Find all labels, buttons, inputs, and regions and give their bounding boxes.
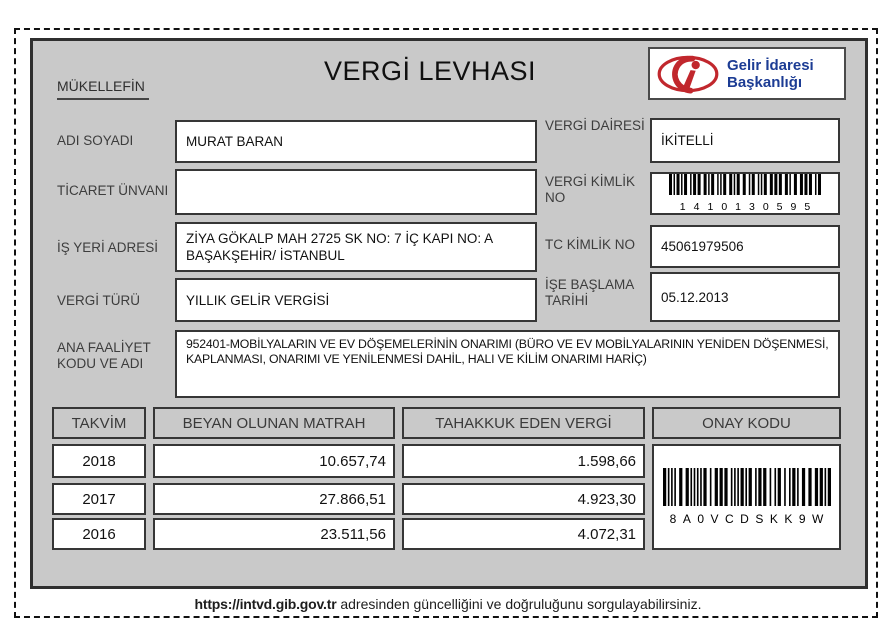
table-row-2016-year: 2016 [52, 518, 146, 550]
label-ana-faaliyet: ANA FAALİYET KODU VE ADI [57, 340, 151, 371]
field-ticaret-unvani [175, 169, 537, 215]
table-header-takvim: TAKVİM [52, 407, 146, 439]
table-row-2017-matrah: 27.866,51 [153, 483, 395, 515]
gib-logo-line1: Gelir İdaresi [727, 56, 814, 74]
label-vergi-dairesi: VERGİ DAİRESİ [545, 118, 645, 133]
label-ise-baslama-tarihi: İŞE BAŞLAMA TARİHİ [545, 277, 634, 308]
field-tc-kimlik-no [650, 225, 840, 268]
field-ana-faaliyet [175, 330, 840, 398]
page-title: VERGİ LEVHASI [323, 56, 537, 86]
onay-kodu-barcode-bars [663, 468, 831, 510]
label-vergi-kimlik-no: VERGİ KİMLİK NO [545, 174, 636, 205]
gib-logo-icon [656, 54, 720, 94]
table-row-2017-year: 2017 [52, 483, 146, 515]
section-label-mukellefin: MÜKELLEFİN [57, 78, 149, 100]
field-vergi-turu-value: YILLIK GELİR VERGİSİ [186, 292, 330, 308]
table-row-2018-vergi: 1.598,66 [402, 444, 645, 478]
field-ana-faaliyet-value: 952401-MOBİLYALARIN VE EV DÖŞEMELERİNİN ONARIMI (BÜRO VE EV MOBİLYALARININ YENİDEN DÖŞENMESİ, KAPLANMASI, ONARIMI VE YENİLENMESİ DAHİL, HALI VE KİLİM ONARIMI HARİÇ) [186, 337, 829, 366]
onay-kodu-barcode-digits: 8A0VCDSKK9W [669, 512, 830, 526]
field-adi-soyadi-value: MURAT BARAN [186, 134, 284, 149]
field-tc-kimlik-no-value: 45061979506 [661, 239, 744, 254]
field-is-yeri-adresi [175, 222, 537, 272]
table-row-2018-matrah: 10.657,74 [153, 444, 395, 478]
label-tc-kimlik-no: TC KİMLİK NO [545, 237, 636, 252]
label-is-yeri-adresi: İŞ YERİ ADRESİ [57, 240, 159, 255]
label-ticaret-unvani: TİCARET ÜNVANI [57, 183, 169, 198]
table-row-2016-matrah: 23.511,56 [153, 518, 395, 550]
gib-logo-line2: Başkanlığı [727, 73, 803, 91]
gib-logo-text [727, 57, 814, 91]
label-adi-soyadi: ADI SOYADI [57, 133, 134, 148]
field-vergi-kimlik-no [650, 172, 840, 215]
vergi-kimlik-barcode-bars [669, 174, 821, 200]
label-vergi-turu: VERGİ TÜRÜ [57, 293, 141, 308]
field-adi-soyadi [175, 120, 537, 163]
table-row-2018-year: 2018 [52, 444, 146, 478]
field-ise-baslama-tarihi [650, 272, 840, 322]
vergi-kimlik-barcode [652, 174, 838, 213]
table-row-2016-vergi: 4.072,31 [402, 518, 645, 550]
field-is-yeri-adresi-value: ZİYA GÖKALP MAH 2725 SK NO: 7 İÇ KAPI NO: A BAŞAKŞEHİR/ İSTANBUL [186, 231, 493, 263]
footer-text: adresinden güncelliğini ve doğruluğunu sorgulayabilirsiniz. [336, 596, 702, 612]
vergi-kimlik-barcode-digits: 1410130595 [679, 201, 819, 213]
gib-logo-box [648, 47, 846, 100]
table-header-onay: ONAY KODU [652, 407, 841, 439]
field-ise-baslama-tarihi-value: 05.12.2013 [661, 289, 729, 305]
footer-verification-note [0, 596, 896, 612]
field-vergi-turu [175, 278, 537, 322]
onay-kodu-cell [652, 444, 841, 550]
field-vergi-dairesi [650, 118, 840, 163]
table-row-2017-vergi: 4.923,30 [402, 483, 645, 515]
footer-url: https://intvd.gib.gov.tr [194, 596, 337, 612]
table-header-vergi: TAHAKKUK EDEN VERGİ [402, 407, 645, 439]
field-vergi-dairesi-value: İKİTELLİ [661, 133, 714, 148]
table-header-matrah: BEYAN OLUNAN MATRAH [153, 407, 395, 439]
